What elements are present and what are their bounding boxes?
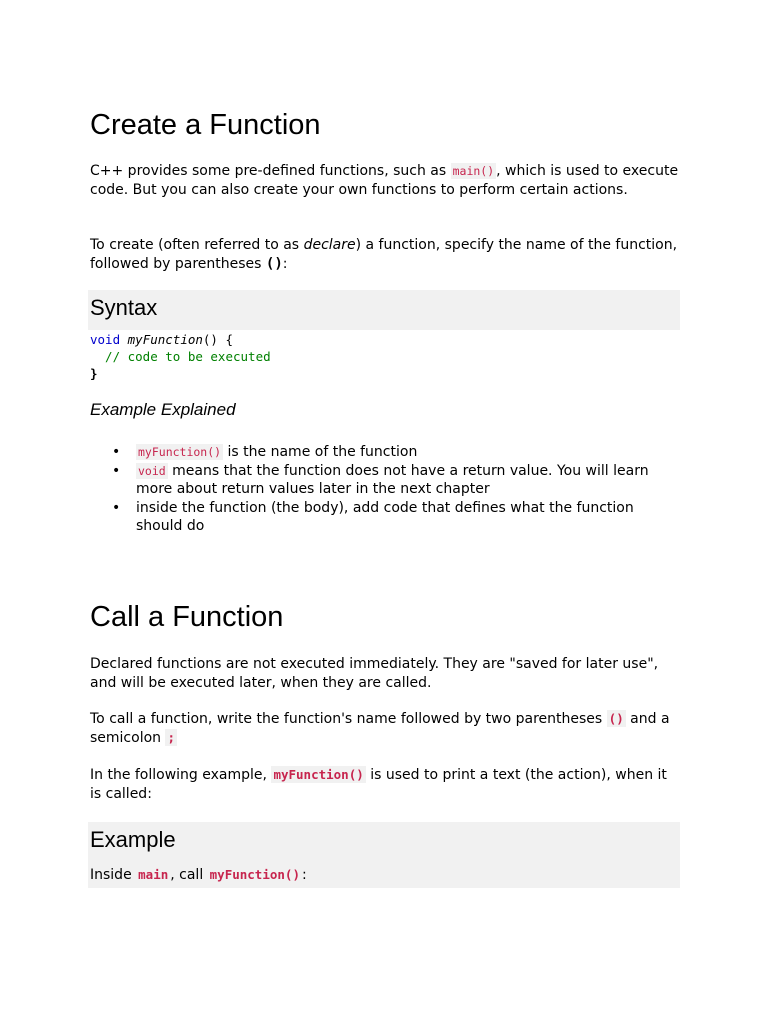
inline-code-main: main() <box>452 164 495 178</box>
section-title-create-function: Create a Function <box>90 109 321 141</box>
list-item: • void means that the function does not have a return value. You will learn more about return values later in the next chapter <box>112 462 649 497</box>
inline-parentheses: () <box>265 255 283 272</box>
list-item: • inside the function (the body), add code that defines what the function should do <box>112 499 634 534</box>
bullet-icon: • <box>112 444 121 460</box>
paragraph-predefined-functions: C++ provides some pre-defined functions, such as main() , which is used to execute code. But you can also create your own functions to perform certain actions. <box>90 163 679 198</box>
code-closing-brace: } <box>90 366 98 381</box>
inline-code-main: main <box>138 867 169 882</box>
inline-code-parentheses: () <box>608 711 624 726</box>
section-title-call-function: Call a Function <box>90 601 284 633</box>
list-item: • myFunction() is the name of the function <box>112 444 418 460</box>
paragraph-following-example: In the following example, myFunction() is used to print a text (the action), when it is called: <box>90 767 667 802</box>
example-heading: Example <box>90 827 176 852</box>
paragraph-declared-functions: Declared functions are not executed immediately. They are "saved for later use", and will be executed later, when they are called. <box>90 656 659 691</box>
explained-list <box>90 443 680 536</box>
bullet-icon: • <box>112 499 121 516</box>
inline-code-myfunction: myFunction() <box>138 445 222 459</box>
syntax-heading: Syntax <box>90 295 158 320</box>
inline-code-myfunction: myFunction() <box>273 767 364 782</box>
paragraph-call-function: To call a function, write the function's name followed by two parentheses () and a semicolon ; <box>90 711 670 746</box>
inline-code-myfunction: myFunction() <box>209 867 300 882</box>
code-function-name: myFunction <box>127 332 203 347</box>
inline-code-semicolon: ; <box>167 729 176 745</box>
paragraph-declare-function: To create (often referred to as declare) a function, specify the name of the function, followed by parentheses (): <box>90 237 678 272</box>
example-description: Inside main , call myFunction() : <box>90 867 307 883</box>
inline-code-void: void <box>138 463 166 478</box>
code-keyword-void: void <box>90 332 121 347</box>
bullet-icon: • <box>112 462 121 479</box>
example-explained-heading: Example Explained <box>90 400 236 419</box>
code-comment: // code to be executed <box>90 349 271 364</box>
syntax-header-band <box>88 290 680 330</box>
syntax-code-block: void myFunction() { // code to be executed } <box>90 332 271 381</box>
example-box <box>88 822 680 888</box>
